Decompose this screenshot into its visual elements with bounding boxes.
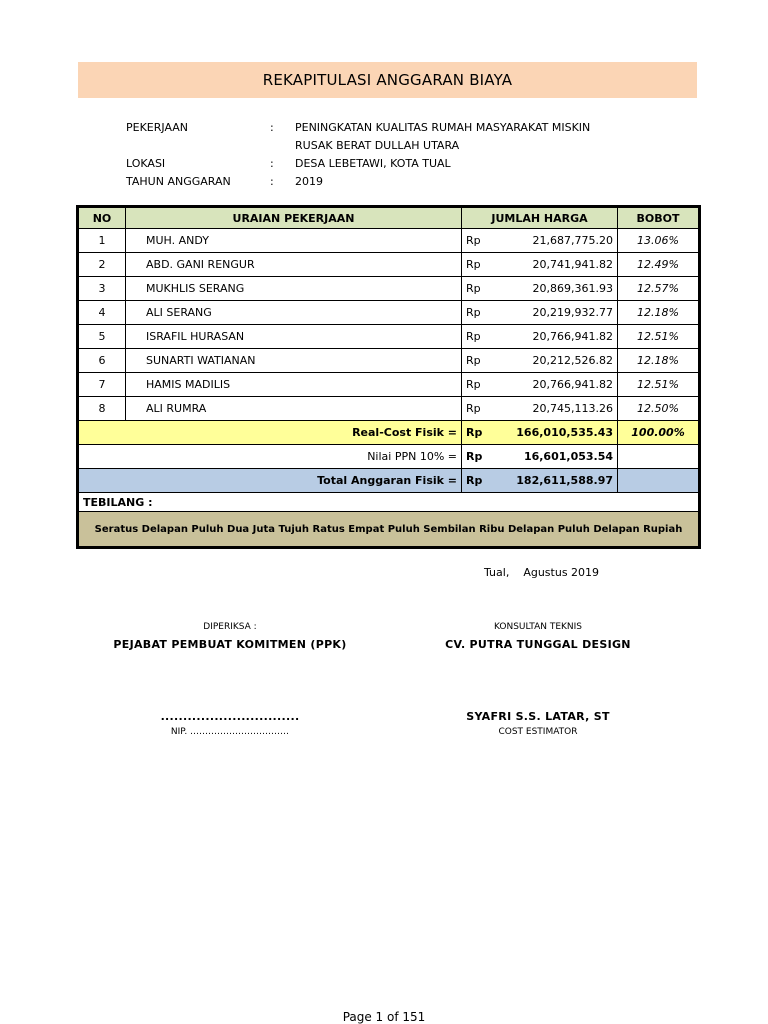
table-row xyxy=(79,349,699,373)
info-label: PEKERJAAN xyxy=(126,120,189,134)
left-sig-caption: DIPERIKSA : xyxy=(203,622,257,632)
info-value: 2019 xyxy=(295,174,323,188)
page-number: Page 1 of 151 xyxy=(342,1010,426,1024)
row-amount: 20,212,526.82 xyxy=(490,349,618,373)
tebilang-text-row xyxy=(79,512,699,547)
right-signature xyxy=(408,622,668,737)
info-colon: : xyxy=(270,174,274,188)
info-value: DESA LEBETAWI, KOTA TUAL xyxy=(295,156,451,170)
document-title xyxy=(78,62,697,98)
total-label: Total Anggaran Fisik = xyxy=(79,469,462,493)
real-cost-label: Real-Cost Fisik = xyxy=(79,421,462,445)
row-currency: Rp xyxy=(462,301,490,325)
tebilang-text: Seratus Delapan Puluh Dua Juta Tujuh Ratus Empat Puluh Sembilan Ribu Delapan Puluh Delapan Rupiah xyxy=(79,512,699,547)
info-value: RUSAK BERAT DULLAH UTARA xyxy=(295,138,460,152)
total-bobot-empty xyxy=(618,469,699,493)
left-sig-nip: NIP. …………………………… xyxy=(170,727,290,737)
title-text: REKAPITULASI ANGGARAN BIAYA xyxy=(262,71,513,89)
real-cost-bobot: 100.00% xyxy=(618,421,699,445)
real-cost-row xyxy=(79,421,699,445)
table-row xyxy=(79,325,699,349)
place-date xyxy=(484,566,599,579)
row-no: 3 xyxy=(79,277,126,301)
real-cost-currency: Rp xyxy=(462,421,490,445)
ppn-bobot-empty xyxy=(618,445,699,469)
row-amount: 20,745,113.26 xyxy=(490,397,618,421)
row-currency: Rp xyxy=(462,397,490,421)
info-colon: : xyxy=(270,120,274,134)
info-row-pekerjaan-cont xyxy=(126,136,625,154)
table-row xyxy=(79,253,699,277)
left-sig-name: ............................... xyxy=(160,710,300,723)
row-bobot: 12.18% xyxy=(618,301,699,325)
row-name: SUNARTI WATIANAN xyxy=(126,349,462,373)
row-amount: 20,869,361.93 xyxy=(490,277,618,301)
row-bobot: 12.49% xyxy=(618,253,699,277)
ppn-currency: Rp xyxy=(462,445,490,469)
left-signature xyxy=(100,622,360,737)
table-row xyxy=(79,397,699,421)
row-name: ABD. GANI RENGUR xyxy=(126,253,462,277)
total-amount: 182,611,588.97 xyxy=(490,469,618,493)
row-no: 8 xyxy=(79,397,126,421)
table-row xyxy=(79,373,699,397)
row-name: ALI SERANG xyxy=(126,301,462,325)
row-no: 5 xyxy=(79,325,126,349)
row-name: MUH. ANDY xyxy=(126,229,462,253)
row-bobot: 12.57% xyxy=(618,277,699,301)
table-row xyxy=(79,277,699,301)
header-bobot: BOBOT xyxy=(618,208,699,229)
row-bobot: 13.06% xyxy=(618,229,699,253)
right-sig-caption: KONSULTAN TEKNIS xyxy=(493,622,583,632)
header-jumlah: JUMLAH HARGA xyxy=(462,208,618,229)
place-date-text: Agustus 2019 xyxy=(523,566,600,579)
info-row-lokasi xyxy=(126,154,625,172)
table-header-row xyxy=(79,208,699,229)
row-bobot: 12.51% xyxy=(618,325,699,349)
project-info xyxy=(126,118,625,190)
header-no: NO xyxy=(79,208,126,229)
row-currency: Rp xyxy=(462,325,490,349)
header-uraian: URAIAN PEKERJAAN xyxy=(126,208,462,229)
real-cost-amount: 166,010,535.43 xyxy=(490,421,618,445)
row-currency: Rp xyxy=(462,253,490,277)
right-sig-role: COST ESTIMATOR xyxy=(498,727,578,737)
place-city: Tual, xyxy=(484,566,510,579)
ppn-amount: 16,601,053.54 xyxy=(490,445,618,469)
info-label: TAHUN ANGGARAN xyxy=(126,174,231,188)
row-bobot: 12.51% xyxy=(618,373,699,397)
info-value: PENINGKATAN KUALITAS RUMAH MASYARAKAT MISKIN xyxy=(295,120,591,134)
row-no: 4 xyxy=(79,301,126,325)
row-amount: 20,219,932.77 xyxy=(490,301,618,325)
info-label: LOKASI xyxy=(126,156,166,170)
row-bobot: 12.18% xyxy=(618,349,699,373)
left-sig-title: PEJABAT PEMBUAT KOMITMEN (PPK) xyxy=(113,638,347,651)
row-no: 2 xyxy=(79,253,126,277)
row-no: 6 xyxy=(79,349,126,373)
row-currency: Rp xyxy=(462,349,490,373)
row-name: ALI RUMRA xyxy=(126,397,462,421)
ppn-label: Nilai PPN 10% = xyxy=(79,445,462,469)
row-amount: 20,766,941.82 xyxy=(490,325,618,349)
row-no: 1 xyxy=(79,229,126,253)
right-sig-name: SYAFRI S.S. LATAR, ST xyxy=(466,710,610,723)
row-bobot: 12.50% xyxy=(618,397,699,421)
tebilang-label: TEBILANG : xyxy=(79,493,699,512)
budget-table xyxy=(78,207,699,547)
right-sig-title: CV. PUTRA TUNGGAL DESIGN xyxy=(445,638,631,651)
row-amount: 20,766,941.82 xyxy=(490,373,618,397)
row-amount: 20,741,941.82 xyxy=(490,253,618,277)
info-row-pekerjaan xyxy=(126,118,625,136)
row-name: HAMIS MADILIS xyxy=(126,373,462,397)
row-name: ISRAFIL HURASAN xyxy=(126,325,462,349)
info-colon: : xyxy=(270,156,274,170)
row-currency: Rp xyxy=(462,277,490,301)
info-row-tahun xyxy=(126,172,625,190)
total-currency: Rp xyxy=(462,469,490,493)
row-no: 7 xyxy=(79,373,126,397)
row-name: MUKHLIS SERANG xyxy=(126,277,462,301)
tebilang-row xyxy=(79,493,699,512)
ppn-row xyxy=(79,445,699,469)
total-row xyxy=(79,469,699,493)
table-row xyxy=(79,229,699,253)
row-currency: Rp xyxy=(462,229,490,253)
table-row xyxy=(79,301,699,325)
row-currency: Rp xyxy=(462,373,490,397)
row-amount: 21,687,775.20 xyxy=(490,229,618,253)
